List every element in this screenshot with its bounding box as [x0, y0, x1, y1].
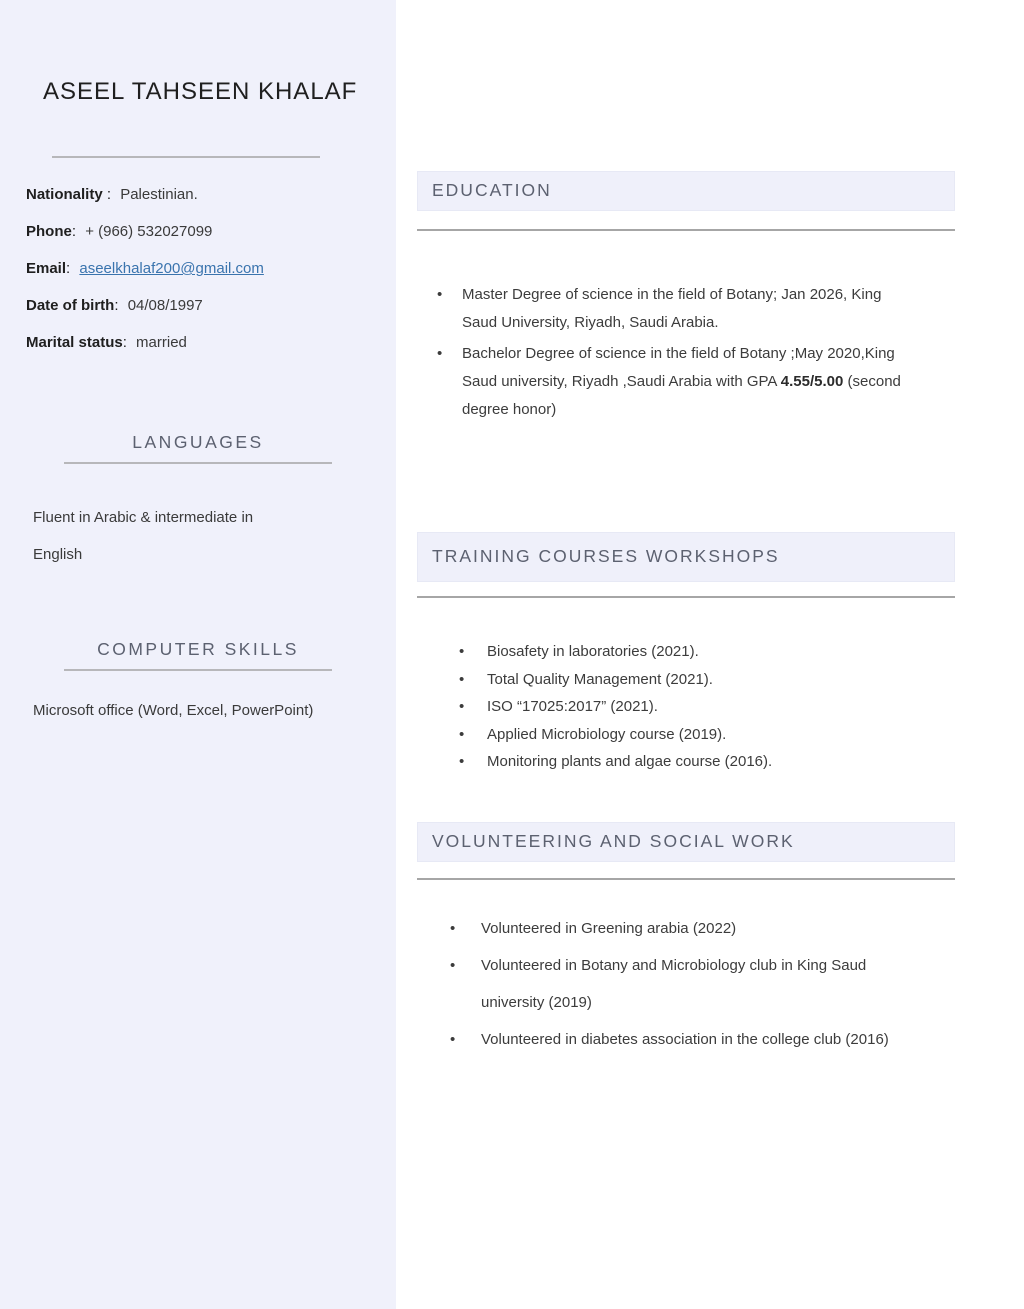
personal-info: [26, 184, 376, 354]
gpa-value: 4.55/5.00: [780, 373, 844, 390]
phone-value: + (966) 532027099: [85, 223, 213, 240]
email-label: Email: [26, 260, 67, 277]
birthdate-value: 04/08/1997: [127, 297, 203, 314]
list-item: • Volunteered in diabetes association in the college club (2016): [417, 1021, 932, 1058]
education-title: EDUCATION: [432, 180, 552, 200]
education-bullet-2-pre: Bachelor Degree of science in the field of Botany ;May 2020,King Saud university, Riyadh ,Saudi Arabia with GPA: [462, 345, 895, 390]
separator: :: [66, 260, 75, 277]
phone-row: [26, 221, 376, 243]
marital-status-label: Marital status: [26, 334, 123, 351]
languages-text: Fluent in Arabic & intermediate in English: [33, 509, 254, 563]
education-bullet-1: Master Degree of science in the field of Botany; Jan 2026, King Saud University, Riyadh, Saudi Arabia.: [462, 286, 882, 331]
candidate-name: ASEEL TAHSEEN KHALAF: [43, 78, 358, 105]
list-item: • Volunteered in Botany and Microbiology club in King Saud university (2019): [417, 947, 932, 1021]
list-item: [417, 281, 912, 337]
education-bullet-2-post: (second degree honor): [462, 373, 901, 418]
training-list: [417, 638, 955, 776]
computer-skills-heading: COMPUTER SKILLS: [97, 639, 299, 659]
birthdate-label: Date of birth: [26, 297, 115, 314]
sidebar: [0, 0, 396, 1309]
separator: :: [102, 186, 116, 203]
computer-skills-text: Microsoft office (Word, Excel, PowerPoint): [33, 702, 314, 719]
nationality-value: Palestinian.: [120, 186, 198, 203]
email-row: [26, 258, 376, 280]
list-item: [417, 340, 912, 424]
education-list: [417, 281, 955, 424]
birthdate-row: [26, 295, 376, 317]
list-item: • Monitoring plants and algae course (2016).: [417, 748, 955, 776]
divider: [417, 596, 955, 598]
marital-status-row: [26, 332, 376, 354]
separator: :: [122, 334, 132, 351]
email-link[interactable]: aseelkhalaf200@gmail.com: [79, 260, 264, 277]
list-item: • Applied Microbiology course (2019).: [417, 721, 955, 749]
marital-status-value: married: [136, 334, 187, 351]
divider: [417, 878, 955, 880]
nationality-label: Nationality: [26, 186, 103, 203]
education-section: [417, 171, 955, 424]
education-header: [417, 171, 955, 211]
list-item: • Volunteered in Greening arabia (2022): [417, 910, 932, 947]
volunteering-list: [417, 910, 955, 1058]
nationality-row: [26, 184, 376, 206]
phone-label: Phone: [26, 223, 72, 240]
training-title: TRAINING COURSES WORKSHOPS: [432, 546, 780, 566]
volunteering-title: VOLUNTEERING AND SOCIAL WORK: [432, 830, 795, 851]
divider: [64, 462, 332, 464]
divider: [64, 669, 332, 671]
list-item: • Total Quality Management (2021).: [417, 666, 955, 694]
divider: [52, 156, 320, 158]
volunteering-section: [417, 822, 955, 1058]
separator: :: [71, 223, 81, 240]
training-header: [417, 532, 955, 582]
separator: :: [114, 297, 123, 314]
training-section: [417, 532, 955, 776]
languages-heading: LANGUAGES: [132, 432, 264, 452]
list-item: • Biosafety in laboratories (2021).: [417, 638, 955, 666]
volunteering-header: [417, 822, 955, 862]
list-item: • ISO “17025:2017” (2021).: [417, 693, 955, 721]
divider: [417, 229, 955, 231]
main-content: [396, 0, 1024, 1309]
